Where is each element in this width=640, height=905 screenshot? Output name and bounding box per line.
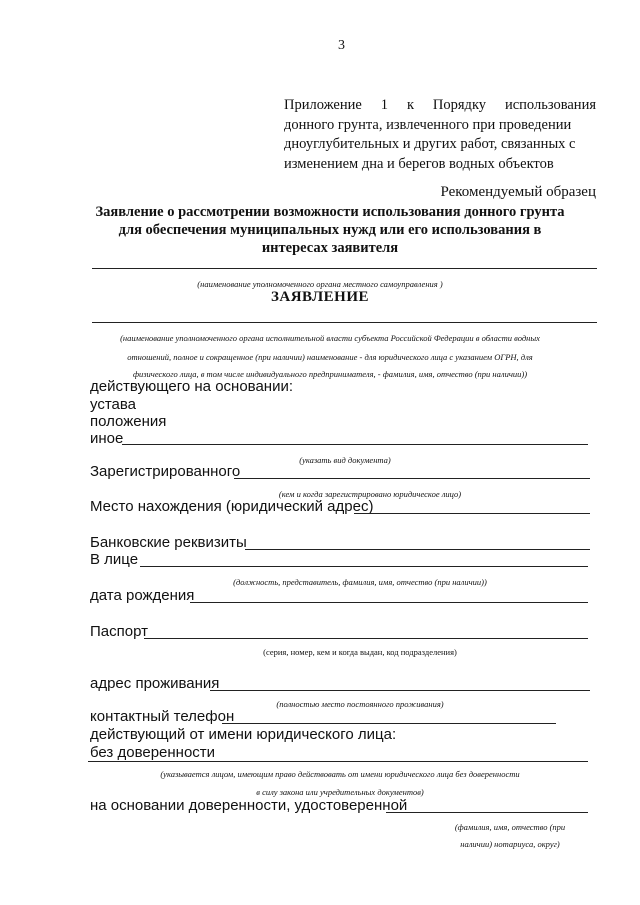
organ-local-line[interactable] <box>92 268 597 269</box>
label-other[interactable]: иное <box>90 430 124 447</box>
passport-input-line[interactable] <box>144 638 588 639</box>
label-regulation[interactable]: положения <box>90 413 167 430</box>
note-no-proxy-1: (указывается лицом, имеющим право действовать от имени юридического лица без доверенности <box>160 769 520 779</box>
zayavlenie-heading: ЗАЯВЛЕНИЕ <box>270 289 370 305</box>
location-input-line[interactable] <box>354 513 590 514</box>
appendix-line-4: изменением дна и берегов водных объектов <box>284 155 554 172</box>
label-in-person: В лице <box>90 551 139 568</box>
label-phone: контактный телефон <box>90 708 235 725</box>
label-registered: Зарегистрированного <box>90 463 241 480</box>
bank-input-line[interactable] <box>245 549 590 550</box>
note-notary-1: (фамилия, имя, отчество (при <box>454 822 566 832</box>
appendix-note <box>284 96 596 174</box>
organ-exec-line[interactable] <box>92 322 597 323</box>
document-title <box>60 203 600 257</box>
note-organ-exec-1: (наименование уполномоченного органа исполнительной власти субъекта Российской Федерации в области водных <box>120 333 540 343</box>
title-line-2: для обеспечения муниципальных нужд или его использования в <box>118 222 542 238</box>
label-charter[interactable]: устава <box>90 396 137 413</box>
appendix-line-1: Приложение 1 к Порядку использования <box>284 97 596 113</box>
address-input-line[interactable] <box>210 690 590 691</box>
appendix-line-3: дноуглубительных и других работ, связанных с <box>284 136 576 152</box>
by-proxy-input-line[interactable] <box>386 812 588 813</box>
no-proxy-input-line[interactable] <box>88 761 588 762</box>
label-by-proxy: на основании доверенности, удостоверенной <box>90 797 408 814</box>
other-input-line[interactable] <box>122 444 588 445</box>
title-line-1: Заявление о рассмотрении возможности использования донного грунта <box>95 204 565 220</box>
note-doc-type: (указать вид документа) <box>299 455 391 465</box>
note-registered: (кем и когда зарегистрировано юридическое лицо) <box>278 489 462 499</box>
appendix-line-2: донного грунта, извлеченного при проведении <box>284 116 572 133</box>
label-acting-basis: действующего на основании: <box>90 378 294 395</box>
note-no-proxy-2: в силу закона или учредительных документов) <box>256 787 424 797</box>
label-birth-date: дата рождения <box>90 587 195 604</box>
label-bank: Банковские реквизиты <box>90 534 247 551</box>
label-address: адрес проживания <box>90 675 220 692</box>
recommended-sample-label: Рекомендуемый образец <box>440 184 596 200</box>
label-location: Место нахождения (юридический адрес) <box>90 498 374 515</box>
birth-date-input-line[interactable] <box>190 602 588 603</box>
note-organ-exec-2: отношений, полное и сокращенное (при наличии) наименование - для юридического лица с указанием ОГРН, для <box>127 352 533 362</box>
note-notary-2: наличии) нотариуса, округ) <box>460 839 560 849</box>
note-organ-local: (наименование уполномоченного органа местного самоуправления ) <box>197 279 443 289</box>
in-person-input-line[interactable] <box>140 566 588 567</box>
registered-input-line[interactable] <box>234 478 590 479</box>
note-person: (должность, представитель, фамилия, имя, отчество (при наличии)) <box>233 577 487 587</box>
label-passport: Паспорт <box>90 623 148 640</box>
title-line-3: интересах заявителя <box>261 240 399 256</box>
note-organ-exec-3: физического лица, в том числе индивидуального предпринимателя, - фамилия, имя, отчество (при наличии)) <box>132 369 528 379</box>
note-passport: (серия, номер, кем и когда выдан, код подразделения) <box>263 647 457 657</box>
label-no-proxy[interactable]: без доверенности <box>90 744 216 761</box>
note-residence: (полностью место постоянного проживания) <box>276 699 444 709</box>
page-number: 3 <box>338 38 345 53</box>
phone-input-line[interactable] <box>222 723 556 724</box>
label-acting-for: действующий от имени юридического лица: <box>90 726 397 743</box>
